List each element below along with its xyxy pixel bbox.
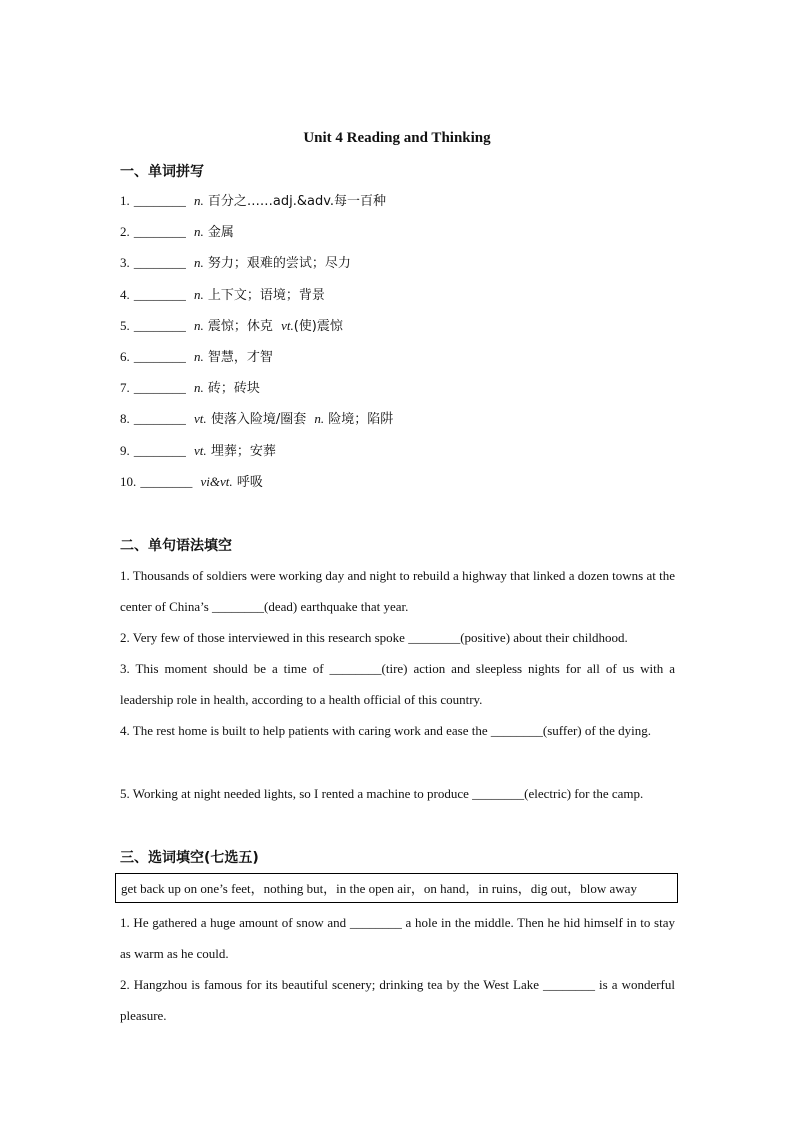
meaning: 百分之……adj.&adv.每一百种: [207, 194, 387, 209]
vocab-item: [120, 191, 386, 211]
word-choice-question: 1. He gathered a huge amount of snow and ________ a hole in the middle. Then he hid himself in to stay as warm as he could.: [120, 915, 675, 961]
answer-blank: ________: [133, 318, 186, 333]
section-3-heading: 三、选词填空(七选五): [120, 850, 259, 866]
vocab-item: [120, 441, 276, 461]
part-of-speech: n.: [194, 380, 204, 395]
meaning: 上下文；语境；背景: [207, 288, 325, 303]
vocab-item: [120, 472, 263, 492]
meaning: 智慧，才智: [207, 350, 273, 365]
item-number: 9.: [120, 443, 130, 458]
vocab-item: [120, 347, 273, 367]
meaning: 震惊；休克: [207, 319, 273, 334]
part-of-speech-2: n.: [314, 411, 325, 426]
answer-blank: ________: [133, 349, 186, 364]
answer-blank: ________: [140, 474, 193, 489]
meaning: 使落入险境/圈套: [210, 412, 307, 427]
meaning-2: (使)震惊: [293, 319, 343, 334]
meaning: 砖；砖块: [207, 381, 260, 396]
item-number: 3.: [120, 255, 130, 270]
answer-blank: ________: [133, 193, 186, 208]
section-2-heading: 二、单句语法填空: [120, 538, 232, 554]
vocab-item: [120, 285, 325, 305]
meaning: 呼吸: [236, 475, 263, 490]
part-of-speech: n.: [194, 224, 204, 239]
item-number: 7.: [120, 380, 130, 395]
word-bank-box: get back up on one’s feet，nothing but，in the open air，on hand，in ruins，dig out，blow away: [115, 873, 678, 903]
item-number: 2.: [120, 224, 130, 239]
part-of-speech: vt.: [194, 443, 207, 458]
item-number: 6.: [120, 349, 130, 364]
vocab-item: [120, 409, 393, 429]
item-number: 8.: [120, 411, 130, 426]
answer-blank: ________: [133, 287, 186, 302]
part-of-speech: n.: [194, 193, 204, 208]
part-of-speech: vi&vt.: [200, 474, 233, 489]
answer-blank: ________: [133, 224, 186, 239]
vocab-item: [120, 253, 351, 273]
vocab-item: [120, 378, 260, 398]
meaning-2: 险境；陷阱: [328, 412, 394, 427]
grammar-question: 2. Very few of those interviewed in this research spoke ________(positive) about their childhood.: [120, 630, 628, 645]
section-1-heading: 一、单词拼写: [120, 164, 204, 180]
part-of-speech-2: vt.: [281, 318, 294, 333]
vocab-item: [120, 222, 234, 242]
answer-blank: ________: [133, 411, 186, 426]
page-title: Unit 4 Reading and Thinking: [303, 130, 491, 146]
part-of-speech: n.: [194, 318, 204, 333]
item-number: 10.: [120, 474, 137, 489]
meaning: 努力；艰难的尝试；尽力: [207, 256, 351, 271]
item-number: 1.: [120, 193, 130, 208]
answer-blank: ________: [133, 443, 186, 458]
word-choice-question: 2. Hangzhou is famous for its beautiful scenery; drinking tea by the West Lake ________ is a wonderful pleasure.: [120, 977, 675, 1023]
grammar-question: 3. This moment should be a time of ________(tire) action and sleepless nights for all of us with a leadership role in health, according to a health official of this country.: [120, 661, 675, 707]
meaning: 金属: [207, 225, 234, 240]
part-of-speech: n.: [194, 255, 204, 270]
answer-blank: ________: [133, 380, 186, 395]
item-number: 5.: [120, 318, 130, 333]
grammar-question: 4. The rest home is built to help patients with caring work and ease the ________(suffer) of the dying.: [120, 723, 651, 738]
vocab-item: [120, 316, 343, 336]
part-of-speech: n.: [194, 287, 204, 302]
part-of-speech: vt.: [194, 411, 207, 426]
meaning: 埋葬；安葬: [210, 444, 276, 459]
grammar-question: 1. Thousands of soldiers were working day and night to rebuild a highway that linked a dozen towns at the center of China’s ________(dead) earthquake that year.: [120, 568, 675, 614]
grammar-question: 5. Working at night needed lights, so I rented a machine to produce ________(electric) for the camp.: [120, 786, 644, 801]
answer-blank: ________: [133, 255, 186, 270]
item-number: 4.: [120, 287, 130, 302]
part-of-speech: n.: [194, 349, 204, 364]
